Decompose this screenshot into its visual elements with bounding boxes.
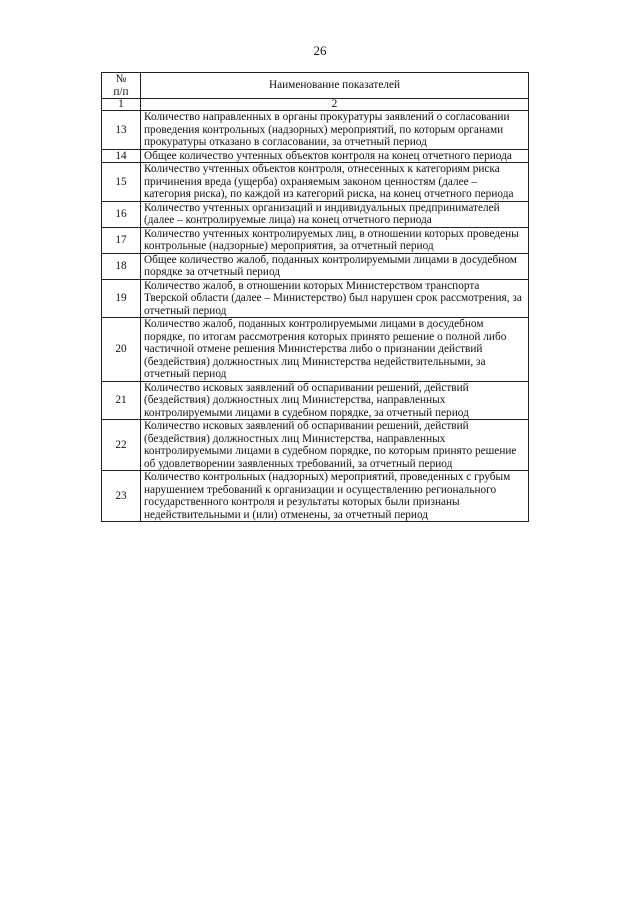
- page-number: 26: [313, 43, 327, 58]
- table-row: [102, 471, 529, 522]
- row-number: 16: [102, 201, 141, 227]
- row-number: 20: [102, 318, 141, 382]
- indicator-name: Количество исковых заявлений об оспаривании решений, действий (бездействия) должностных лиц Министерства, направленных контролируемыми лицами в судебном порядке, за отчетный период: [141, 381, 529, 420]
- indicator-name: Количество учтенных объектов контроля, отнесенных к категориям риска причинения вреда (ущерба) охраняемым законом ценностям (далее – категория риска), по каждой из категорий риска, на конец отчетного периода: [141, 163, 529, 202]
- row-number: 18: [102, 253, 141, 279]
- table-row: [102, 227, 529, 253]
- header-number-abbrev: п/п: [113, 85, 129, 98]
- table-header-row: [102, 73, 529, 99]
- column-index-row: [102, 99, 529, 111]
- indicator-name: Количество жалоб, поданных контролируемыми лицами в досудебном порядке, по итогам рассмотрения которых принято решение о полной либо частичной отмене решения Министерства либо о признании действий (бездействия) должностных лиц Министерства недействительными, за отчетный период: [141, 318, 529, 382]
- header-number-cell: [102, 73, 141, 99]
- row-number: 21: [102, 381, 141, 420]
- indicator-name: Количество учтенных организаций и индивидуальных предпринимателей (далее – контролируемые лица) на конец отчетного периода: [141, 201, 529, 227]
- row-number: 19: [102, 279, 141, 318]
- column-index-1: 1: [102, 99, 141, 111]
- table-row: [102, 318, 529, 382]
- row-number: 14: [102, 149, 141, 163]
- table-row: [102, 420, 529, 471]
- column-index-2: 2: [141, 99, 529, 111]
- row-number: 13: [102, 111, 141, 150]
- table-row: [102, 381, 529, 420]
- indicator-name: Количество учтенных контролируемых лиц, в отношении которых проведены контрольные (надзорные) мероприятия, за отчетный период: [141, 227, 529, 253]
- row-number: 17: [102, 227, 141, 253]
- indicator-name: Общее количество учтенных объектов контроля на конец отчетного периода: [141, 149, 529, 163]
- indicator-name: Количество исковых заявлений об оспаривании решений, действий (бездействия) должностных лиц Министерства, направленных контролируемыми лицами в судебном порядке, по которым принято решение об удовлетворении заявленных требований, за отчетный период: [141, 420, 529, 471]
- table-row: [102, 111, 529, 150]
- indicator-name: Количество контрольных (надзорных) мероприятий, проведенных с грубым нарушением требований к организации и осуществлению регионального государственного контроля и результаты которых были признаны недействительными и (или) отменены, за отчетный период: [141, 471, 529, 522]
- indicators-table: [101, 72, 529, 522]
- row-number: 15: [102, 163, 141, 202]
- header-number-sign: №: [115, 73, 127, 85]
- header-name-cell: Наименование показателей: [141, 73, 529, 99]
- indicator-name: Количество жалоб, в отношении которых Министерством транспорта Тверской области (далее – Министерство) был нарушен срок рассмотрения, за отчетный период: [141, 279, 529, 318]
- table-row: [102, 149, 529, 163]
- table-row: [102, 163, 529, 202]
- row-number: 22: [102, 420, 141, 471]
- table-row: [102, 279, 529, 318]
- row-number: 23: [102, 471, 141, 522]
- table-row: [102, 201, 529, 227]
- indicator-name: Общее количество жалоб, поданных контролируемыми лицами в досудебном порядке за отчетный период: [141, 253, 529, 279]
- table-row: [102, 253, 529, 279]
- indicator-name: Количество направленных в органы прокуратуры заявлений о согласовании проведения контрольных (надзорных) мероприятий, по которым органами прокуратуры отказано в согласовании, за отчетный период: [141, 111, 529, 150]
